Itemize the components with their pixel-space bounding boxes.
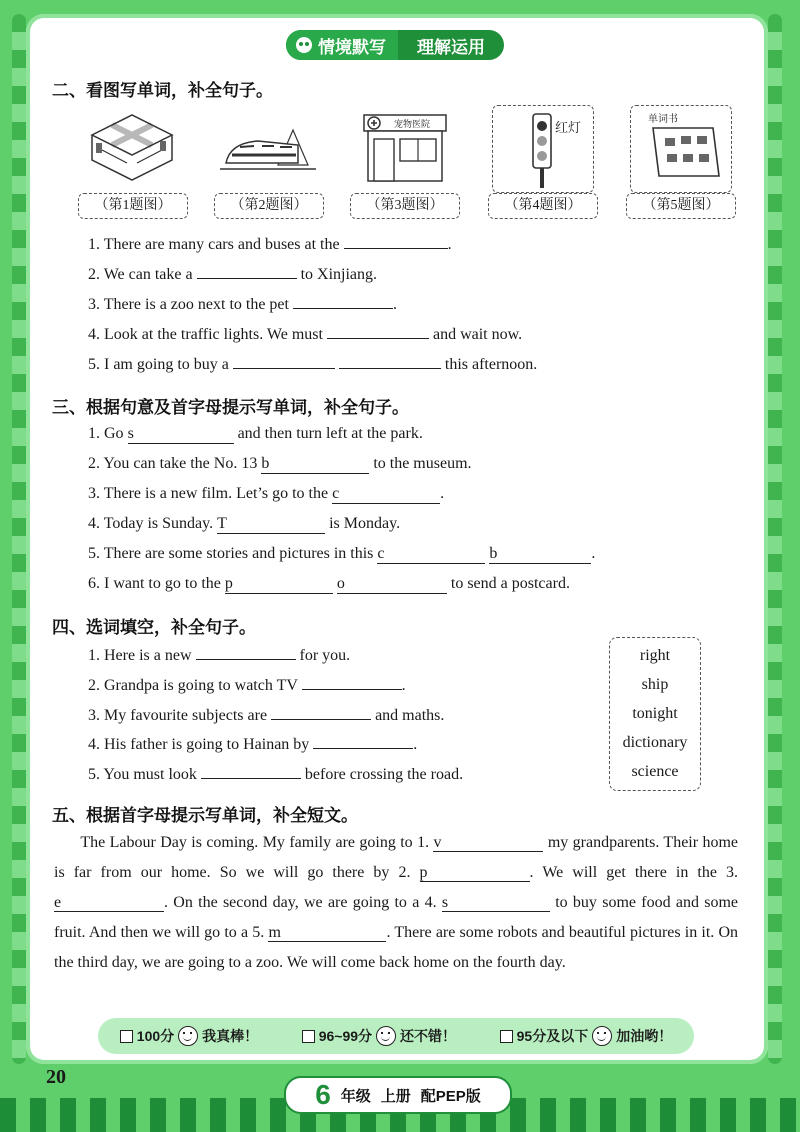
traffic-light-icon [492, 105, 594, 193]
hint-blank[interactable]: c [332, 485, 440, 504]
page-number: 20 [46, 1066, 66, 1088]
answer-blank[interactable] [293, 294, 393, 309]
s3-line-3: 3. There is a new film. Let’s go to the c . [88, 485, 445, 502]
s4-line-2: 2. Grandpa is going to watch TV . [88, 677, 406, 694]
answer-blank[interactable] [197, 264, 297, 279]
smiley-face-icon [376, 1026, 396, 1046]
answer-blank[interactable] [327, 324, 429, 339]
header-tag [286, 30, 504, 60]
word-bank-item: ship [641, 676, 669, 694]
s4-line-3: 3. My favourite subjects are and maths. [88, 707, 445, 724]
picture-1 [78, 103, 186, 219]
grade-number: 6 [315, 1079, 331, 1110]
traffic-light-sign: 红灯 [555, 121, 582, 136]
word-bank [609, 637, 701, 791]
s4-line-5: 5. You must look before crossing the road. [88, 766, 464, 783]
score-option-100[interactable]: 100分 我真棒！ [120, 1026, 258, 1046]
hint-blank[interactable]: s [442, 895, 550, 912]
hint-blank[interactable]: T [217, 515, 325, 534]
header-left-label: 情境默写 [318, 37, 386, 57]
s2-line-3: 3. There is a zoo next to the pet . [88, 296, 397, 313]
left-border-decoration [12, 14, 26, 1064]
answer-blank[interactable] [233, 354, 335, 369]
hint-blank[interactable]: p [225, 575, 333, 594]
s3-line-2: 2. You can take the No. 13 b to the museum. [88, 455, 472, 472]
hint-blank[interactable]: b [261, 455, 369, 474]
picture-5-caption: （第5题图） [626, 193, 736, 219]
word-bank-item: tonight [632, 704, 678, 722]
picture-3-caption: （第3题图） [350, 193, 460, 219]
right-border-decoration [768, 14, 782, 1064]
checkbox-icon[interactable] [500, 1030, 513, 1043]
train-icon [218, 105, 318, 191]
picture-5 [626, 103, 734, 219]
hint-blank[interactable]: v [433, 835, 543, 852]
cloze-passage: The Labour Day is coming. My family are going to 1. v my grandparents. Their home is far from our home. So we will go there by 2. p . We will get there in the 3. e . On the second day, we are going to a 4. s to buy some food and some fruit. And then we will go to a 5. m . There are some robots and beautiful pictures in it. On the third day, we are going to a zoo. We will come back home on the fourth day. [54, 834, 739, 971]
checkbox-icon[interactable] [302, 1030, 315, 1043]
header-left [286, 30, 398, 60]
s2-line-2: 2. We can take a to Xinjiang. [88, 266, 378, 283]
s3-line-6: 6. I want to go to the p o to send a postcard. [88, 575, 570, 592]
hint-blank[interactable]: s [128, 425, 234, 444]
crossroads-icon [82, 105, 182, 191]
s2-line-5: 5. I am going to buy a this afternoon. [88, 356, 538, 373]
answer-blank[interactable] [313, 734, 413, 749]
hint-blank[interactable]: e [54, 895, 164, 912]
score-option-95-below[interactable]: 95分及以下 加油哟！ [500, 1026, 673, 1046]
picture-3 [350, 103, 458, 219]
smiley-face-icon [178, 1026, 198, 1046]
section-3-title: 三、根据句意及首字母提示写单词，补全句子。 [52, 398, 409, 417]
answer-blank[interactable] [201, 764, 301, 779]
pet-hospital-icon [354, 105, 454, 191]
picture-2-caption: （第2题图） [214, 193, 324, 219]
picture-1-caption: （第1题图） [78, 193, 188, 219]
section-5-title: 五、根据首字母提示写单词，补全短文。 [52, 806, 358, 825]
s3-line-5: 5. There are some stories and pictures in this c b . [88, 545, 596, 562]
hint-blank[interactable]: b [489, 545, 591, 564]
picture-4-caption: （第4题图） [488, 193, 598, 219]
s3-line-4: 4. Today is Sunday. T is Monday. [88, 515, 401, 532]
word-book-icon [630, 105, 732, 193]
hint-blank[interactable]: c [377, 545, 485, 564]
picture-2 [214, 103, 322, 219]
word-book-sign: 单词书 [648, 114, 678, 125]
hint-blank[interactable]: p [420, 865, 530, 882]
answer-blank[interactable] [196, 645, 296, 660]
s2-line-4: 4. Look at the traffic lights. We must and wait now. [88, 326, 523, 343]
s4-line-4: 4. His father is going to Hainan by . [88, 736, 418, 753]
owl-icon [296, 37, 312, 53]
footer-grade-tag [284, 1076, 512, 1114]
section-2-title: 二、看图写单词，补全句子。 [52, 81, 273, 100]
grade-suffix: 年级 [340, 1087, 371, 1105]
picture-4 [488, 103, 596, 219]
picture-row [78, 103, 738, 221]
s2-line-1: 1. There are many cars and buses at the . [88, 236, 452, 253]
answer-blank[interactable] [302, 675, 402, 690]
smiley-face-icon [592, 1026, 612, 1046]
s4-line-1: 1. Here is a new for you. [88, 647, 351, 664]
edition-label: 配PEP版 [420, 1087, 481, 1105]
hint-blank[interactable]: m [268, 925, 386, 942]
answer-blank[interactable] [271, 705, 371, 720]
answer-blank[interactable] [344, 234, 448, 249]
section-4-title: 四、选词填空，补全句子。 [52, 618, 256, 637]
score-option-96-99[interactable]: 96~99分 还不错！ [302, 1026, 456, 1046]
word-bank-item: right [639, 647, 671, 665]
volume-label: 上册 [380, 1087, 411, 1105]
answer-blank[interactable] [339, 354, 441, 369]
hint-blank[interactable]: o [337, 575, 447, 594]
pet-hospital-sign: 宠物医院 [393, 120, 431, 130]
word-bank-item: dictionary [622, 733, 688, 751]
word-bank-item: science [631, 762, 679, 780]
header-right-label: 理解运用 [417, 37, 485, 57]
score-bar [98, 1018, 694, 1054]
checkbox-icon[interactable] [120, 1030, 133, 1043]
s3-line-1: 1. Go s and then turn left at the park. [88, 425, 423, 442]
